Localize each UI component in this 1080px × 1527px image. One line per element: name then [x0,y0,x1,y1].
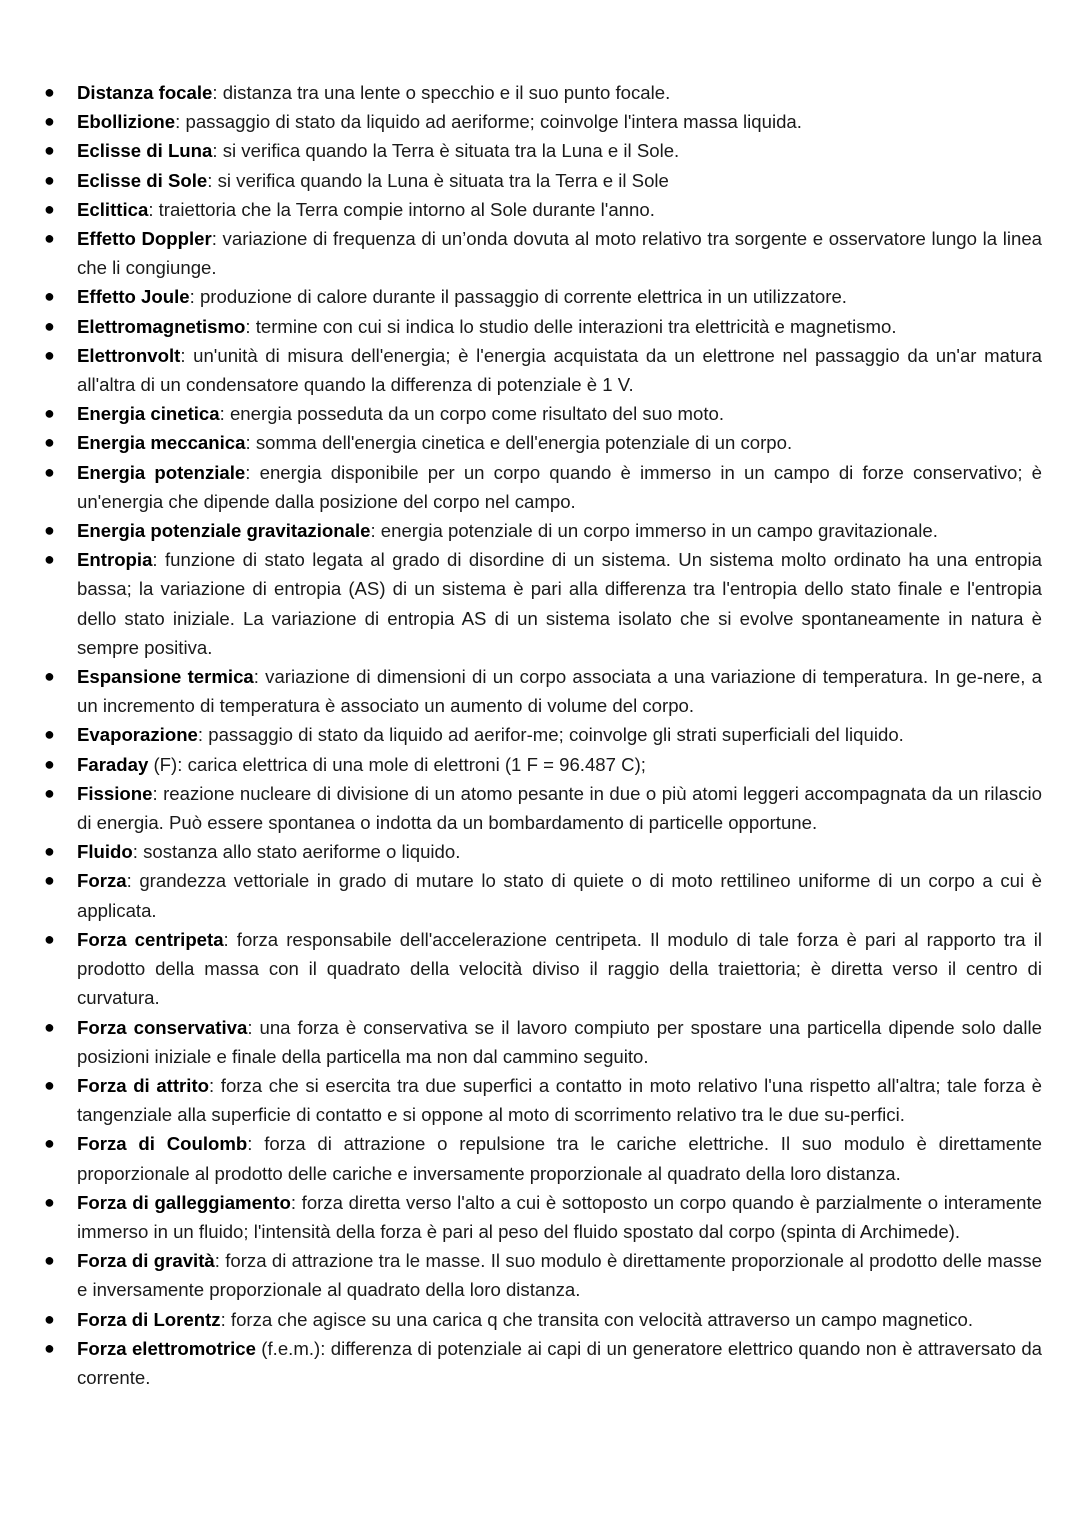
bullet-icon: ● [44,549,55,570]
glossary-term: Forza centripeta [77,928,224,950]
glossary-term: Fissione [77,782,153,804]
glossary-entry [40,428,1042,457]
bullet-icon: ● [44,724,55,745]
bullet-icon: ● [44,928,55,949]
glossary-entry [40,750,1042,779]
glossary-entry [40,837,1042,866]
glossary-definition: : traiettoria che la Terra compie intorno al Sole durante l'anno. [148,198,655,220]
bullet-icon: ● [44,1016,55,1037]
glossary-definition: : energia disponibile per un corpo quando è immerso in un campo di forze conservativo; è un'energia che dipende dalla posizione del corpo nel campo. [77,461,1042,512]
glossary-definition: : termine con cui si indica lo studio delle interazioni tra elettricità e magnetismo. [245,315,897,337]
glossary-entry [40,282,1042,311]
glossary-entry [40,866,1042,924]
glossary-term: Energia meccanica [77,432,246,454]
bullet-icon: ● [44,1337,55,1358]
glossary-entry [40,1129,1042,1187]
bullet-icon: ● [44,841,55,862]
bullet-icon: ● [44,753,55,774]
glossary-term: Fluido [77,841,133,863]
bullet-icon: ● [44,111,55,132]
glossary-term: Effetto Doppler [77,228,212,250]
glossary-definition: : sostanza allo stato aeriforme o liquido. [132,841,461,863]
glossary-entry [40,1013,1042,1071]
glossary-definition: : carica elettrica di una mole di elettroni (1 F = 96.487 C); [177,753,646,775]
bullet-icon: ● [44,1308,55,1329]
glossary-definition: : grandezza vettoriale in grado di mutare lo stato di quiete o di moto rettilineo uniforme di un corpo a cui è applicata. [77,870,1042,921]
glossary-definition: : differenza di potenziale ai capi di un generatore elettrico quando non è attraversato da corrente. [77,1337,1043,1388]
glossary-entry [40,136,1042,165]
glossary-definition: : distanza tra una lente o specchio e il suo punto focale. [212,82,671,103]
glossary-list [40,78,1042,1392]
glossary-definition: : forza che agisce su una carica q che transita con velocità attraverso un campo magnetico. [220,1308,974,1330]
glossary-definition: : variazione di frequenza di un’onda dovuta al moto relativo tra sorgente e osservatore lungo la linea che li congiunge. [77,228,1042,279]
bullet-icon: ● [44,1074,55,1095]
glossary-entry [40,341,1042,399]
bullet-icon: ● [44,870,55,891]
glossary-term: Entropia [77,549,153,571]
glossary-term: Energia potenziale [77,461,246,483]
glossary-term: Energia potenziale gravitazionale [77,520,371,542]
glossary-term: Forza elettromotrice [77,1337,256,1359]
glossary-entry [40,779,1042,837]
glossary-definition: : passaggio di stato da liquido ad aerifor-me; coinvolge gli strati superficiali del liquido. [197,724,904,746]
bullet-icon: ● [44,140,55,161]
bullet-icon: ● [44,1133,55,1154]
glossary-definition: : forza di attrazione o repulsione tra le cariche elettriche. Il suo modulo è direttamente proporzionale al prodotto delle cariche e inversamente proporzionale al quadrato della loro distanza. [77,1133,1042,1184]
glossary-definition: : variazione di dimensioni di un corpo associata a una variazione di temperatura. In ge-nere, a un incremento di temperatura è associato un aumento di volume del corpo. [77,666,1042,717]
glossary-term: Eclittica [77,198,149,220]
bullet-icon: ● [44,1191,55,1212]
glossary-definition: : energia posseduta da un corpo come risultato del suo moto. [219,403,725,425]
glossary-entry [40,224,1042,282]
glossary-entry [40,78,1042,107]
glossary-entry [40,458,1042,516]
glossary-term: Energia cinetica [77,403,220,425]
glossary-definition: : energia potenziale di un corpo immerso in un campo gravitazionale. [370,520,938,542]
bullet-icon: ● [44,403,55,424]
bullet-icon: ● [44,461,55,482]
bullet-icon: ● [44,315,55,336]
glossary-definition: : produzione di calore durante il passaggio di corrente elettrica in un utilizzatore. [189,286,847,308]
glossary-term: Eclisse di Luna [77,140,213,162]
glossary-definition: : somma dell'energia cinetica e dell'energia potenziale di un corpo. [245,432,793,454]
glossary-term: Forza di attrito [77,1074,210,1096]
glossary-term: Effetto Joule [77,286,190,308]
glossary-term: Elettronvolt [77,344,181,366]
glossary-definition: : forza responsabile dell'accelerazione centripeta. Il modulo di tale forza è pari al rapporto tra il prodotto della massa con il quadrato della velocità diviso il raggio della traiettoria; è diretta verso il centro di curvatura. [77,928,1042,1009]
glossary-entry [40,166,1042,195]
glossary-term: Ebollizione [77,111,176,133]
glossary-definition: : passaggio di stato da liquido ad aeriforme; coinvolge l'intera massa liquida. [175,111,802,133]
glossary-term: Distanza focale [77,82,213,103]
bullet-icon: ● [44,228,55,249]
glossary-definition: : un'unità di misura dell'energia; è l'energia acquistata da un elettrone nel passaggio da un'ar matura all'altra di un condensatore quando la differenza di potenziale è 1 V. [77,344,1042,396]
glossary-definition: : si verifica quando la Terra è situata tra la Luna e il Sole. [212,140,680,162]
glossary-entry [40,312,1042,341]
glossary-entry [40,107,1042,136]
glossary-term: Forza di Lorentz [77,1308,221,1330]
bullet-icon: ● [44,520,55,541]
bullet-icon: ● [44,198,55,219]
glossary-entry [40,399,1042,428]
glossary-entry [40,1246,1042,1304]
glossary-term-suffix: (F) [148,753,178,775]
bullet-icon: ● [44,782,55,803]
glossary-entry [40,545,1042,662]
glossary-entry [40,1334,1042,1392]
bullet-icon: ● [44,82,55,102]
bullet-icon: ● [44,169,55,190]
glossary-term: Eclisse di Sole [77,169,208,191]
glossary-term: Forza di galleggiamento [77,1191,291,1213]
glossary-entry [40,1305,1042,1334]
glossary-definition: : funzione di stato legata al grado di disordine di un sistema. Un sistema molto ordinato ha una entropia bassa; la variazione di entropia (AS) di un sistema è pari alla differenza tra l'entropia dello stato finale e l'entropia dello stato iniziale. La variazione di entropia AS di un sistema isolato che si evolve spontaneamente in natura è sempre positiva. [77,549,1042,658]
glossary-definition: : reazione nucleare di divisione di un atomo pesante in due o più atomi leggeri accompagnata da un rilascio di energia. Può essere spontanea o indotta da un bombardamento di particelle opportune. [77,782,1042,834]
bullet-icon: ● [44,344,55,365]
bullet-icon: ● [44,286,55,307]
glossary-term: Forza di Coulomb [77,1133,248,1155]
bullet-icon: ● [44,1250,55,1271]
glossary-entry [40,925,1042,1013]
bullet-icon: ● [44,666,55,687]
glossary-definition: : forza di attrazione tra le masse. Il suo modulo è direttamente proporzionale al prodotto delle masse e inversamente proporzionale al quadrato della loro distanza. [77,1250,1042,1301]
glossary-definition: : si verifica quando la Luna è situata tra la Terra e il Sole [207,169,669,191]
glossary-term: Forza conservativa [77,1016,248,1038]
glossary-definition: : una forza è conservativa se il lavoro compiuto per spostare una particella dipende solo dalle posizioni iniziale e finale della particella ma non dal cammino seguito. [77,1016,1043,1067]
glossary-term: Espansione termica [77,666,254,688]
glossary-term: Faraday [77,753,149,775]
glossary-term-suffix: (f.e.m.) [255,1337,321,1359]
glossary-entry [40,720,1042,749]
glossary-entry [40,1188,1042,1246]
glossary-entry [40,195,1042,224]
glossary-term: Forza [77,870,127,892]
glossary-term: Evaporazione [77,724,198,746]
glossary-entry [40,516,1042,545]
bullet-icon: ● [44,432,55,453]
glossary-definition: : forza diretta verso l'alto a cui è sottoposto un corpo quando è parzialmente o interamente immerso in un fluido; l'intensità della forza è pari al peso del fluido spostato dal corpo (spinta di Archimede). [77,1191,1042,1242]
glossary-entry [40,1071,1042,1129]
glossary-entry [40,662,1042,720]
glossary-term: Elettromagnetismo [77,315,246,337]
glossary-term: Forza di gravità [77,1250,215,1272]
glossary-definition: : forza che si esercita tra due superfici a contatto in moto relativo l'una rispetto all'altra; tale forza è tangenziale alla superficie di contatto e si oppone al moto di scorrimento relativo tra le due su-perfici. [77,1074,1043,1126]
